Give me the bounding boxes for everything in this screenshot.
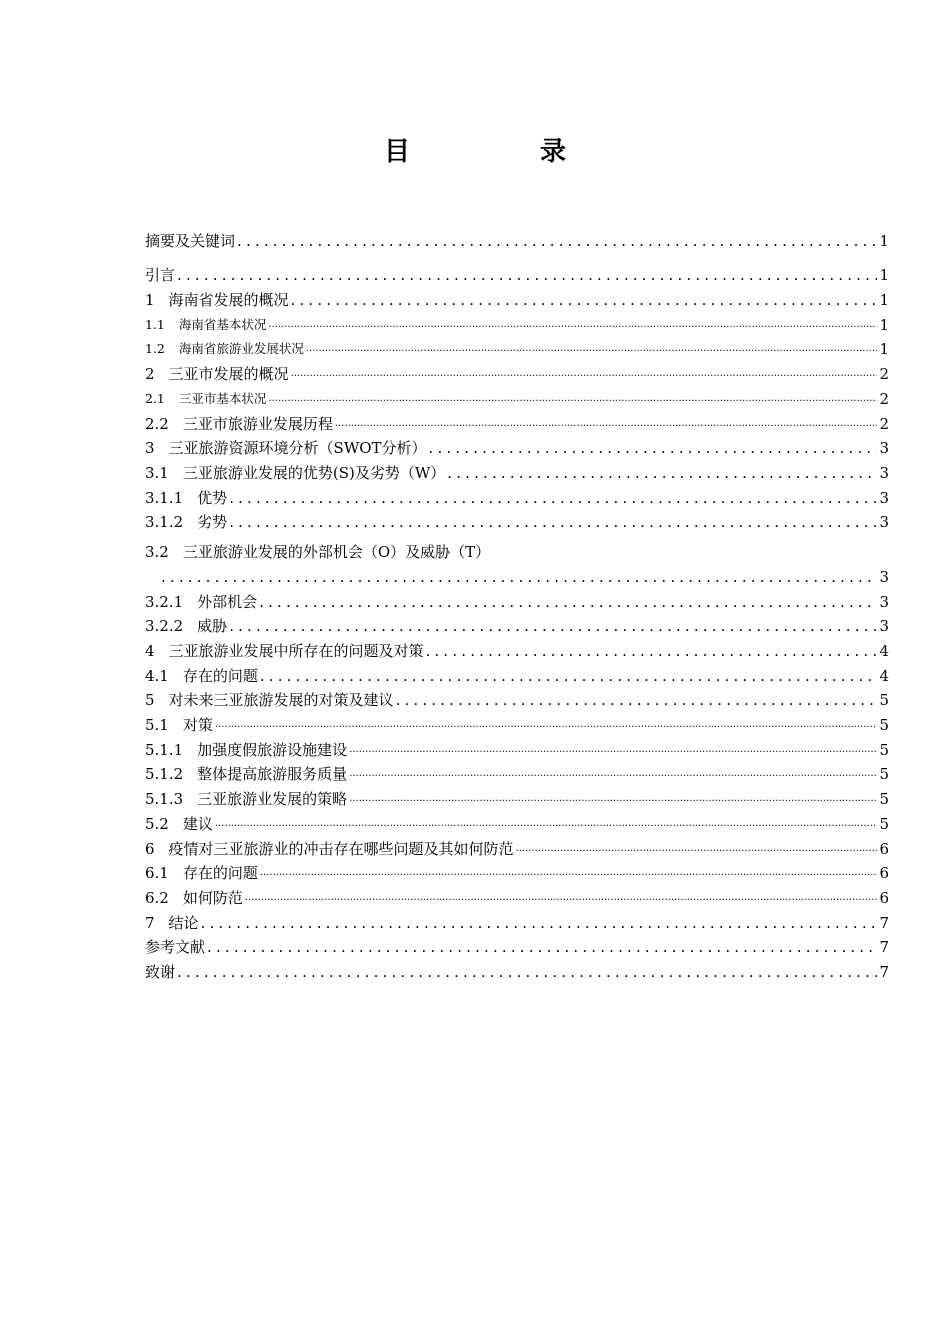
toc-entry-page: 5 bbox=[879, 691, 889, 710]
toc-entry-page: 5 bbox=[879, 790, 889, 809]
toc-entry bbox=[145, 686, 889, 711]
toc-entry-number: 2.1 bbox=[145, 390, 165, 406]
toc-entry-number: 3.1.1 bbox=[145, 488, 184, 507]
toc-entry-page: 1 bbox=[879, 291, 889, 310]
toc-entry-number: 4 bbox=[145, 642, 155, 660]
dot-leader bbox=[426, 641, 878, 661]
toc-entry-number: 3.2 bbox=[145, 543, 169, 562]
toc-entry-number: 6.2 bbox=[145, 888, 169, 907]
toc-entry-title: 三亚旅游业发展的优势(S)及劣势（W） bbox=[182, 463, 446, 482]
toc-entry-title: 对未来三亚旅游发展的对策及建议 bbox=[168, 691, 394, 710]
toc-entry-page: 6 bbox=[879, 864, 889, 883]
toc-entry-number: 1.2 bbox=[145, 341, 165, 357]
toc-entry bbox=[145, 612, 889, 637]
toc-entry-page: 1 bbox=[879, 231, 889, 250]
toc-entry-page: 1 bbox=[879, 340, 889, 359]
toc-entry-number: 7 bbox=[145, 913, 155, 932]
toc-entry-title: 疫情对三亚旅游业的冲击存在哪些问题及其如何防范 bbox=[168, 839, 514, 858]
toc-entry-page: 7 bbox=[879, 913, 889, 932]
dot-leader bbox=[259, 592, 877, 612]
toc-entry bbox=[145, 587, 889, 612]
toc-entry-number: 5.1.3 bbox=[145, 790, 184, 809]
toc-entry-page: 2 bbox=[879, 365, 889, 384]
toc-entry-page: 6 bbox=[879, 839, 889, 858]
toc-entry-page: 1 bbox=[879, 266, 889, 285]
toc-entry-number: 4.1 bbox=[145, 666, 169, 685]
toc-entry-number: 2.2 bbox=[145, 414, 169, 433]
toc-entry-page: 3 bbox=[879, 567, 889, 586]
toc-entry bbox=[145, 226, 889, 251]
dot-leader bbox=[201, 913, 878, 933]
toc-entry bbox=[145, 483, 889, 508]
toc-entry-page: 7 bbox=[879, 962, 889, 981]
toc-entry-title: 三亚旅游资源环境分析（SWOT分析） bbox=[168, 439, 427, 458]
dot-leader bbox=[229, 512, 877, 532]
page-title: 目 录 bbox=[383, 137, 618, 167]
dot-leader bbox=[396, 690, 878, 710]
toc-entry-title: 外部机会 bbox=[197, 592, 258, 611]
toc-entry-title: 存在的问题 bbox=[182, 666, 258, 685]
dot-leader bbox=[237, 231, 877, 251]
dot-leader bbox=[215, 811, 878, 834]
toc-entry-number: 3 bbox=[145, 439, 155, 458]
toc-entry-number: 2 bbox=[145, 365, 155, 384]
toc-entry-page: 3 bbox=[879, 617, 889, 636]
toc-entry-number: 5.1.1 bbox=[145, 740, 184, 759]
dot-leader bbox=[245, 885, 878, 908]
toc-entry-title: 对策 bbox=[182, 716, 213, 735]
toc-entry-number: 3.2.2 bbox=[145, 617, 184, 636]
toc-entry-title: 三亚市基本状况 bbox=[178, 390, 267, 406]
toc-entry bbox=[145, 834, 889, 859]
toc-entry bbox=[145, 735, 889, 760]
toc-entry-title: 三亚旅游业发展的策略 bbox=[197, 790, 348, 809]
toc-entry-title: 海南省旅游业发展状况 bbox=[178, 341, 304, 357]
toc-entry-number: 3.1.2 bbox=[145, 513, 184, 532]
toc-entry bbox=[145, 384, 889, 409]
dot-leader bbox=[229, 488, 877, 508]
toc-entry-title: 三亚市发展的概况 bbox=[168, 365, 289, 384]
toc-entry-number: 6.1 bbox=[145, 864, 169, 883]
toc-entry-page: 5 bbox=[879, 814, 889, 833]
toc-entry bbox=[145, 636, 889, 661]
toc-entry bbox=[145, 409, 889, 434]
toc-entry-page: 4 bbox=[879, 666, 889, 685]
toc-entry-page: 3 bbox=[879, 463, 889, 482]
toc-entry-title: 整体提高旅游服务质量 bbox=[197, 765, 348, 784]
toc-entry-page: 1 bbox=[879, 315, 889, 334]
toc-entry bbox=[145, 532, 889, 562]
toc-entry bbox=[145, 661, 889, 686]
dot-leader bbox=[516, 836, 878, 859]
toc-entry-title: 三亚市旅游业发展历程 bbox=[182, 414, 333, 433]
toc-entry-page: 3 bbox=[879, 488, 889, 507]
toc-entry-page: 5 bbox=[879, 716, 889, 735]
dot-leader bbox=[429, 438, 878, 458]
toc-entry-title: 海南省发展的概况 bbox=[168, 291, 289, 310]
toc-entry-number: 1 bbox=[145, 291, 155, 310]
toc-entry-number: 5.2 bbox=[145, 814, 169, 833]
toc-entry bbox=[145, 285, 889, 310]
dot-leader bbox=[349, 786, 877, 809]
toc-entry bbox=[145, 908, 889, 933]
dot-leader bbox=[349, 737, 877, 760]
toc-entry-title: 摘要及关键词 bbox=[145, 231, 236, 250]
toc-entry bbox=[145, 434, 889, 459]
dot-leader bbox=[306, 337, 878, 359]
dot-leader bbox=[291, 290, 878, 310]
toc-entry bbox=[145, 957, 889, 982]
dot-leader bbox=[229, 616, 877, 636]
toc-entry-title: 致谢 bbox=[145, 962, 176, 981]
toc-entry-number: 3.2.1 bbox=[145, 592, 184, 611]
toc-entry bbox=[145, 883, 889, 908]
toc-entry-page: 2 bbox=[879, 389, 889, 408]
toc-entry-title: 引言 bbox=[145, 266, 176, 285]
toc-entry-title: 建议 bbox=[182, 814, 213, 833]
toc-entry-page: 5 bbox=[879, 740, 889, 759]
dot-leader bbox=[177, 265, 877, 285]
toc-entry-number: 3.1 bbox=[145, 463, 169, 482]
dot-leader bbox=[349, 761, 877, 784]
toc-entry bbox=[145, 859, 889, 884]
toc-entry-title: 威胁 bbox=[197, 617, 228, 636]
toc-entry-number: 5.1 bbox=[145, 716, 169, 735]
toc-entry-page: 3 bbox=[879, 439, 889, 458]
toc-entry-title: 三亚旅游业发展中所存在的问题及对策 bbox=[168, 642, 424, 660]
toc-entry-number: 6 bbox=[145, 839, 155, 858]
toc-entry bbox=[145, 760, 889, 785]
toc-entry bbox=[145, 710, 889, 735]
toc-entry bbox=[145, 359, 889, 384]
dot-leader bbox=[161, 567, 877, 587]
table-of-contents bbox=[145, 226, 889, 982]
toc-entry-page: 4 bbox=[879, 642, 889, 660]
toc-entry-title: 三亚旅游业发展的外部机会（O）及威胁（T） bbox=[182, 543, 491, 562]
toc-entry-title: 海南省基本状况 bbox=[178, 316, 267, 332]
toc-entry bbox=[145, 310, 889, 335]
toc-entry bbox=[145, 335, 889, 360]
dot-leader bbox=[268, 313, 877, 335]
toc-entry-page: 5 bbox=[879, 765, 889, 784]
toc-entry-page: 3 bbox=[879, 592, 889, 611]
toc-entry-page: 2 bbox=[879, 414, 889, 433]
dot-leader bbox=[291, 361, 878, 384]
toc-entry bbox=[145, 933, 889, 958]
dot-leader bbox=[207, 937, 877, 957]
toc-entry bbox=[145, 809, 889, 834]
dot-leader bbox=[447, 463, 877, 483]
toc-entry-title: 结论 bbox=[168, 913, 199, 932]
toc-entry-title: 存在的问题 bbox=[182, 864, 258, 883]
toc-entry-number: 5.1.2 bbox=[145, 765, 184, 784]
toc-entry bbox=[145, 508, 889, 533]
dot-leader bbox=[335, 411, 878, 434]
toc-entry-title: 劣势 bbox=[197, 513, 228, 532]
dot-leader bbox=[215, 712, 878, 735]
toc-entry-number: 5 bbox=[145, 691, 155, 710]
dot-leader bbox=[177, 962, 877, 982]
toc-entry-title: 如何防范 bbox=[182, 888, 243, 907]
toc-entry bbox=[145, 261, 889, 286]
dot-leader bbox=[260, 666, 878, 686]
toc-entry-number: 1.1 bbox=[145, 316, 165, 332]
toc-entry-title: 优势 bbox=[197, 488, 228, 507]
toc-entry-page: 7 bbox=[879, 938, 889, 957]
toc-entry-page: 6 bbox=[879, 888, 889, 907]
dot-leader bbox=[260, 860, 878, 883]
toc-entry-title: 加强度假旅游设施建设 bbox=[197, 740, 348, 759]
toc-entry bbox=[145, 458, 889, 483]
toc-entry bbox=[145, 562, 889, 587]
toc-entry-title: 参考文献 bbox=[145, 938, 206, 957]
dot-leader bbox=[268, 387, 877, 409]
toc-entry bbox=[145, 784, 889, 809]
toc-entry-page: 3 bbox=[879, 513, 889, 532]
